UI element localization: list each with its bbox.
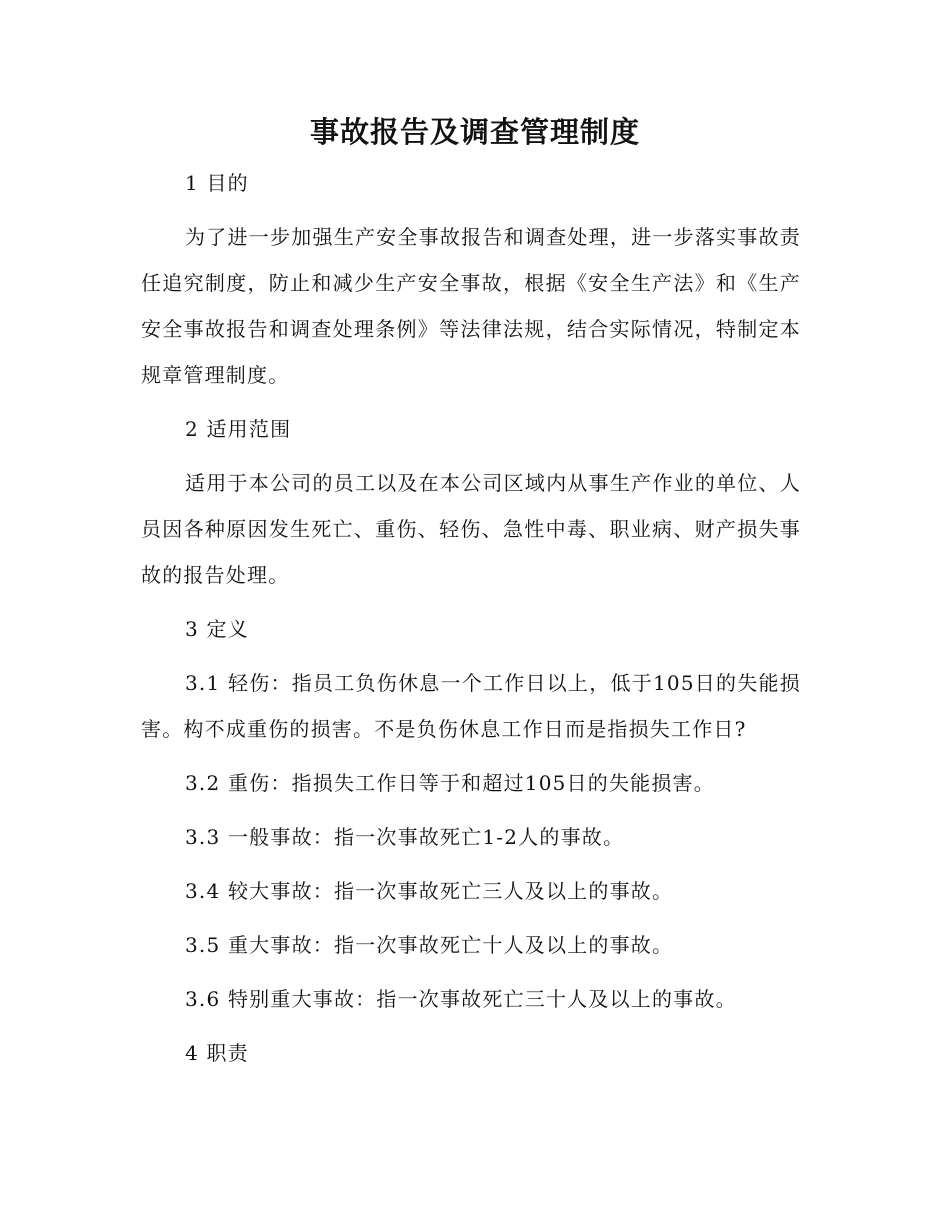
definition-item: 3.5 重大事故：指一次事故死亡十人及以上的事故。	[185, 933, 674, 957]
section-paragraph-scope: 适用于本公司的员工以及在本公司区域内从事生产作业的单位、人员因各种原因发生死亡、重伤、轻伤、急性中毒、职业病、财产损失事故的报告处理。	[141, 471, 801, 587]
definition-item: 3.4 较大事故：指一次事故死亡三人及以上的事故。	[185, 879, 674, 903]
definition-item: 3.1 轻伤：指员工负伤休息一个工作日以上，低于105日的失能损害。构不成重伤的损害。不是负伤休息工作日而是指损失工作日?	[141, 671, 801, 741]
definition-item: 3.2 重伤：指损失工作日等于和超过105日的失能损害。	[185, 771, 715, 795]
definition-item: 3.3 一般事故：指一次事故死亡1-2人的事故。	[185, 825, 625, 849]
section-heading-definitions: 3 定义	[185, 617, 249, 641]
section-heading-responsibilities: 4 职责	[185, 1041, 249, 1065]
section-paragraph-purpose: 为了进一步加强生产安全事故报告和调查处理，进一步落实事故责任追究制度，防止和减少生产安全事故，根据《安全生产法》和《生产安全事故报告和调查处理条例》等法律法规，结合实际情况，特制定本规章管理制度。	[141, 225, 801, 387]
section-heading-scope: 2 适用范围	[185, 417, 292, 441]
definition-item: 3.6 特别重大事故：指一次事故死亡三十人及以上的事故。	[185, 987, 737, 1011]
document-title: 事故报告及调查管理制度	[309, 115, 640, 149]
document-body	[141, 160, 801, 1084]
section-heading-purpose: 1 目的	[185, 171, 249, 195]
